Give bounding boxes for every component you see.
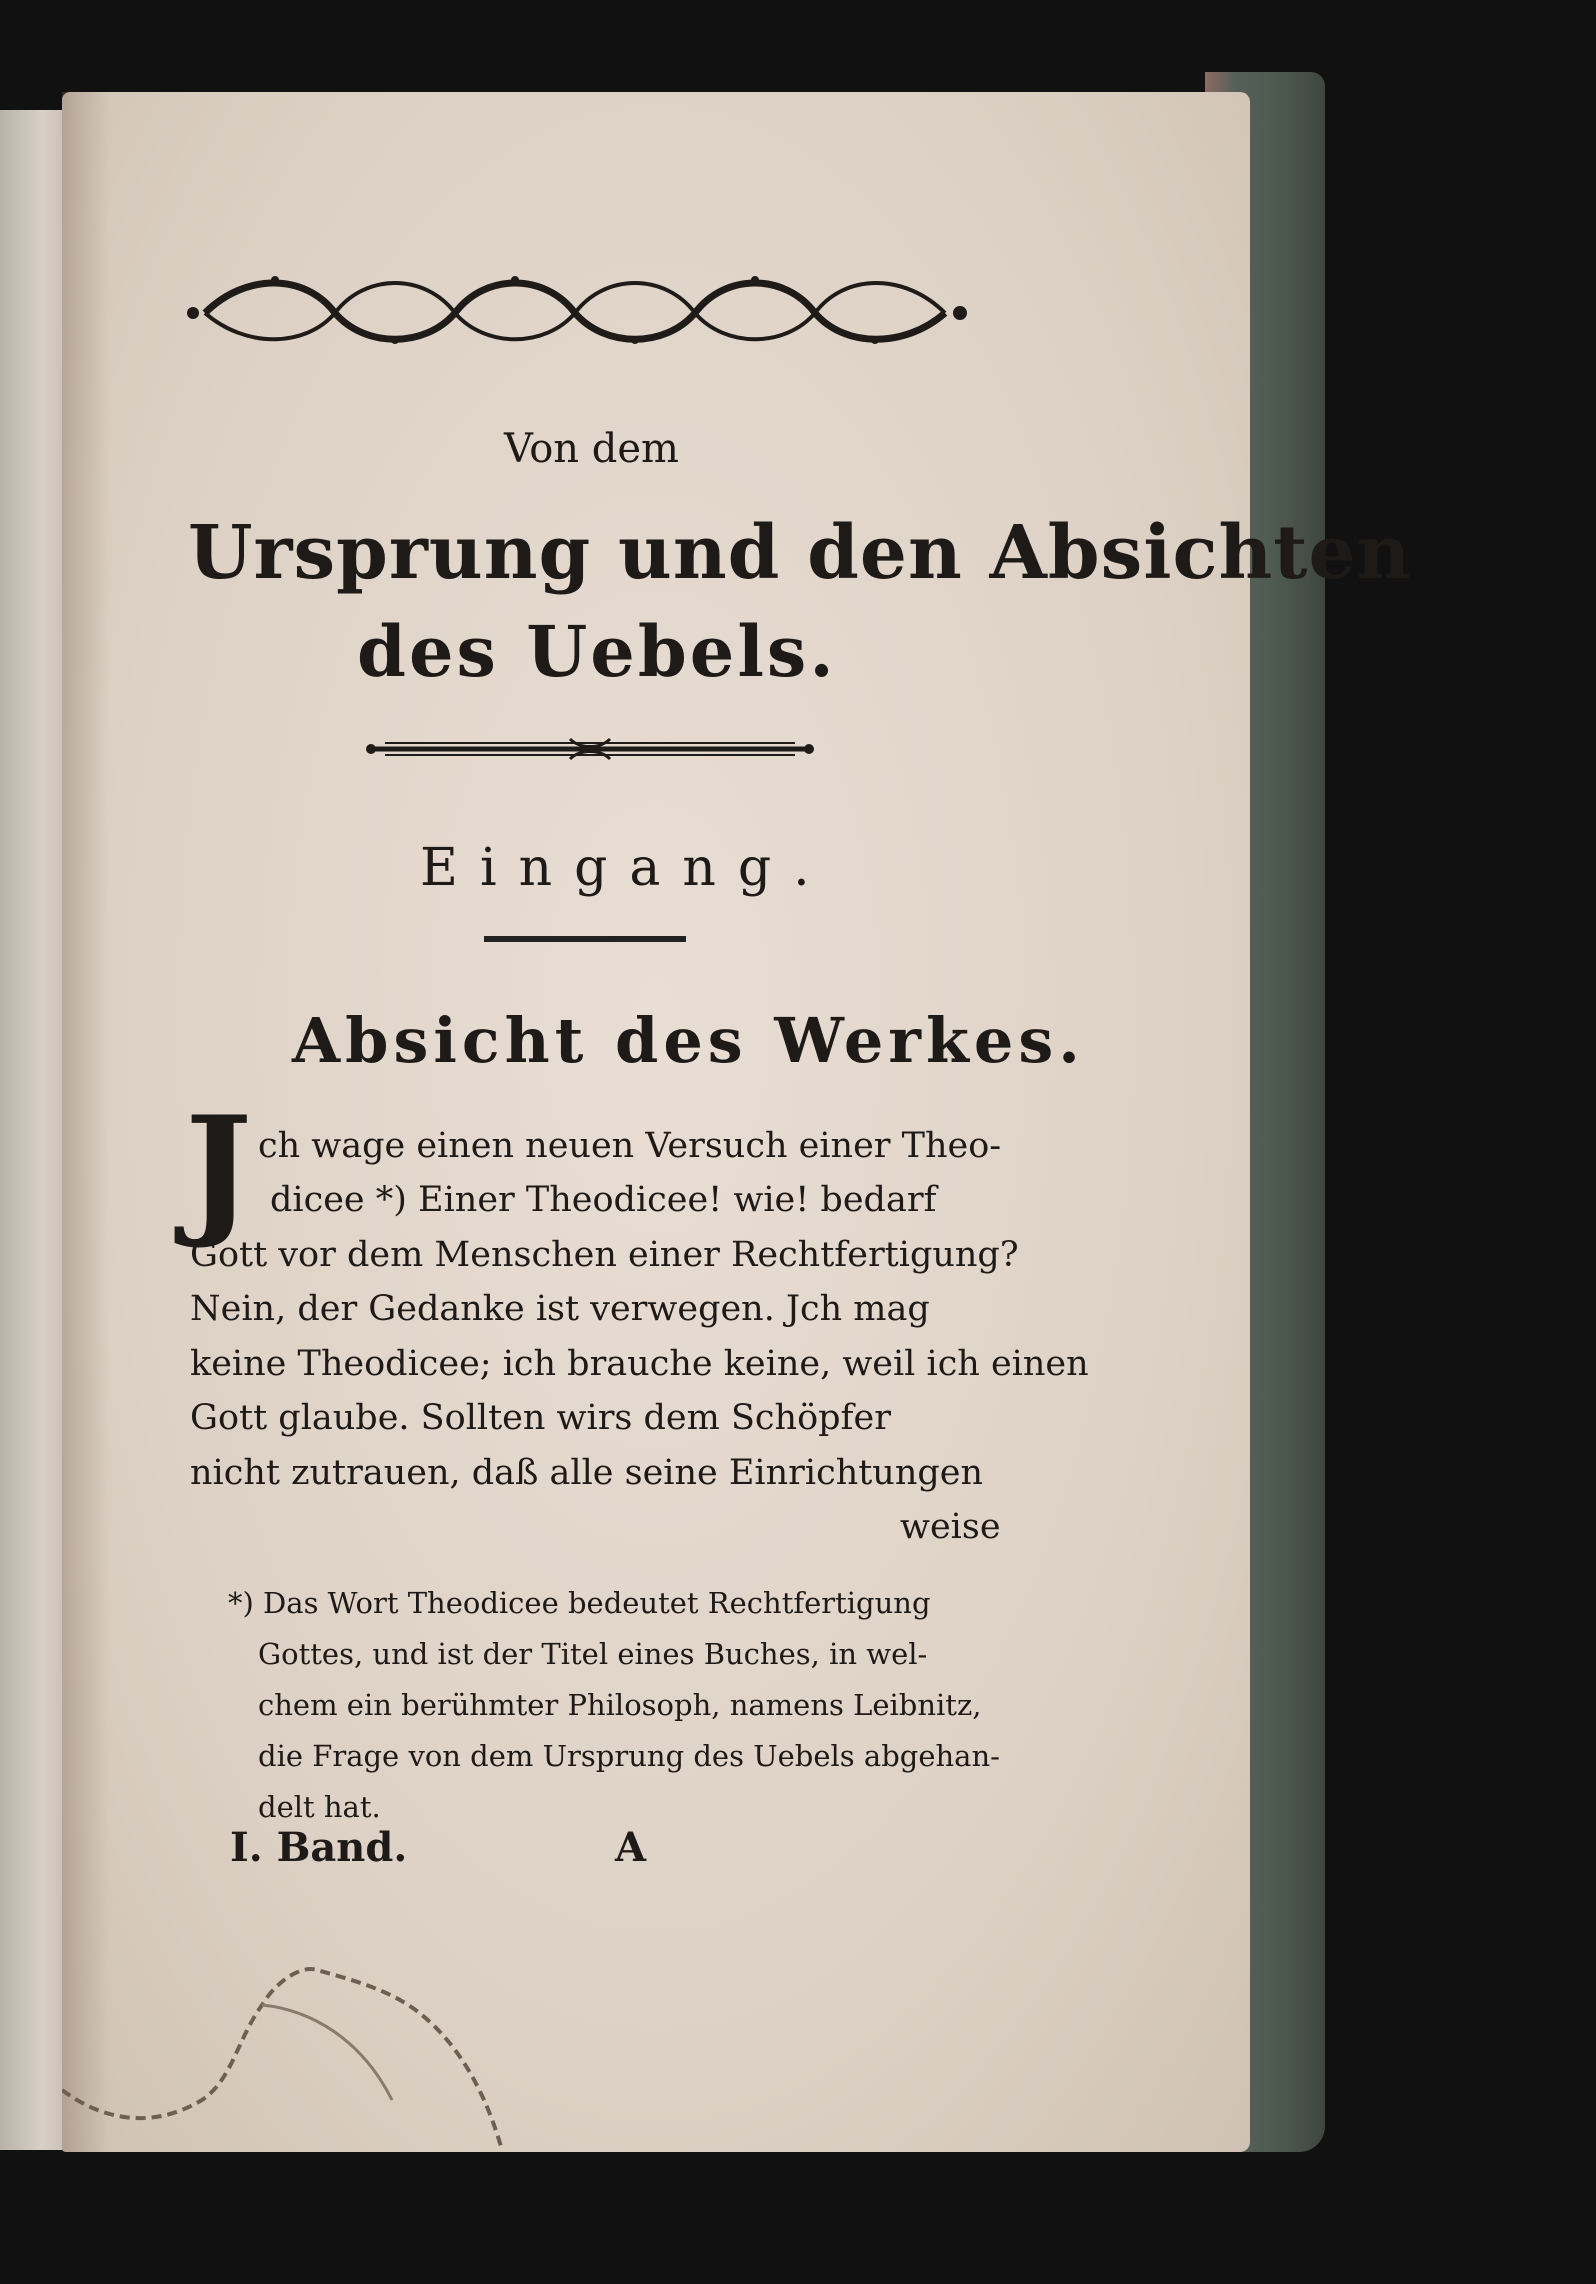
footnote-line: *) Das Wort Theodicee bedeutet Rechtfertigung (228, 1586, 931, 1620)
volume-signature: I. Band. (230, 1824, 408, 1871)
footnote-line: Gottes, und ist der Titel eines Buches, in wel- (258, 1637, 928, 1671)
title-line-2: des Uebels. (357, 610, 837, 693)
subheading: Absicht des Werkes. (292, 1004, 1085, 1077)
footnote-line: delt hat. (258, 1790, 381, 1824)
short-rule (484, 936, 686, 942)
pre-title: Von dem (504, 426, 679, 472)
left-page-strip (0, 110, 70, 2150)
body-line: ch wage einen neuen Versuch einer Theo- (258, 1126, 1002, 1166)
footnote-line: chem ein berühmter Philosoph, namens Leibnitz, (258, 1688, 982, 1722)
body-line: Gott glaube. Sollten wirs dem Schöpfer (190, 1398, 891, 1438)
body-line: keine Theodicee; ich brauche keine, weil ich einen (190, 1344, 1089, 1384)
decorative-rule (365, 735, 815, 763)
vine-ornament (185, 268, 970, 348)
footnote-line: die Frage von dem Ursprung des Uebels abgehan- (258, 1739, 1000, 1773)
title-line-1: Ursprung und den Absichten (188, 510, 1412, 596)
section-title: Eingang. (420, 838, 832, 898)
page-gutter-shadow (62, 92, 110, 2152)
body-line: nicht zutrauen, daß alle seine Einrichtungen (190, 1453, 984, 1493)
body-line: dicee *) Einer Theodicee! wie! bedarf (270, 1180, 937, 1220)
body-line: weise (900, 1507, 1001, 1547)
page-damage (62, 1930, 562, 2150)
gathering-mark: A (615, 1824, 647, 1871)
body-line: Gott vor dem Menschen einer Rechtfertigung? (190, 1235, 1019, 1275)
drop-cap: J (185, 1086, 253, 1252)
body-line: Nein, der Gedanke ist verwegen. Jch mag (190, 1289, 930, 1329)
